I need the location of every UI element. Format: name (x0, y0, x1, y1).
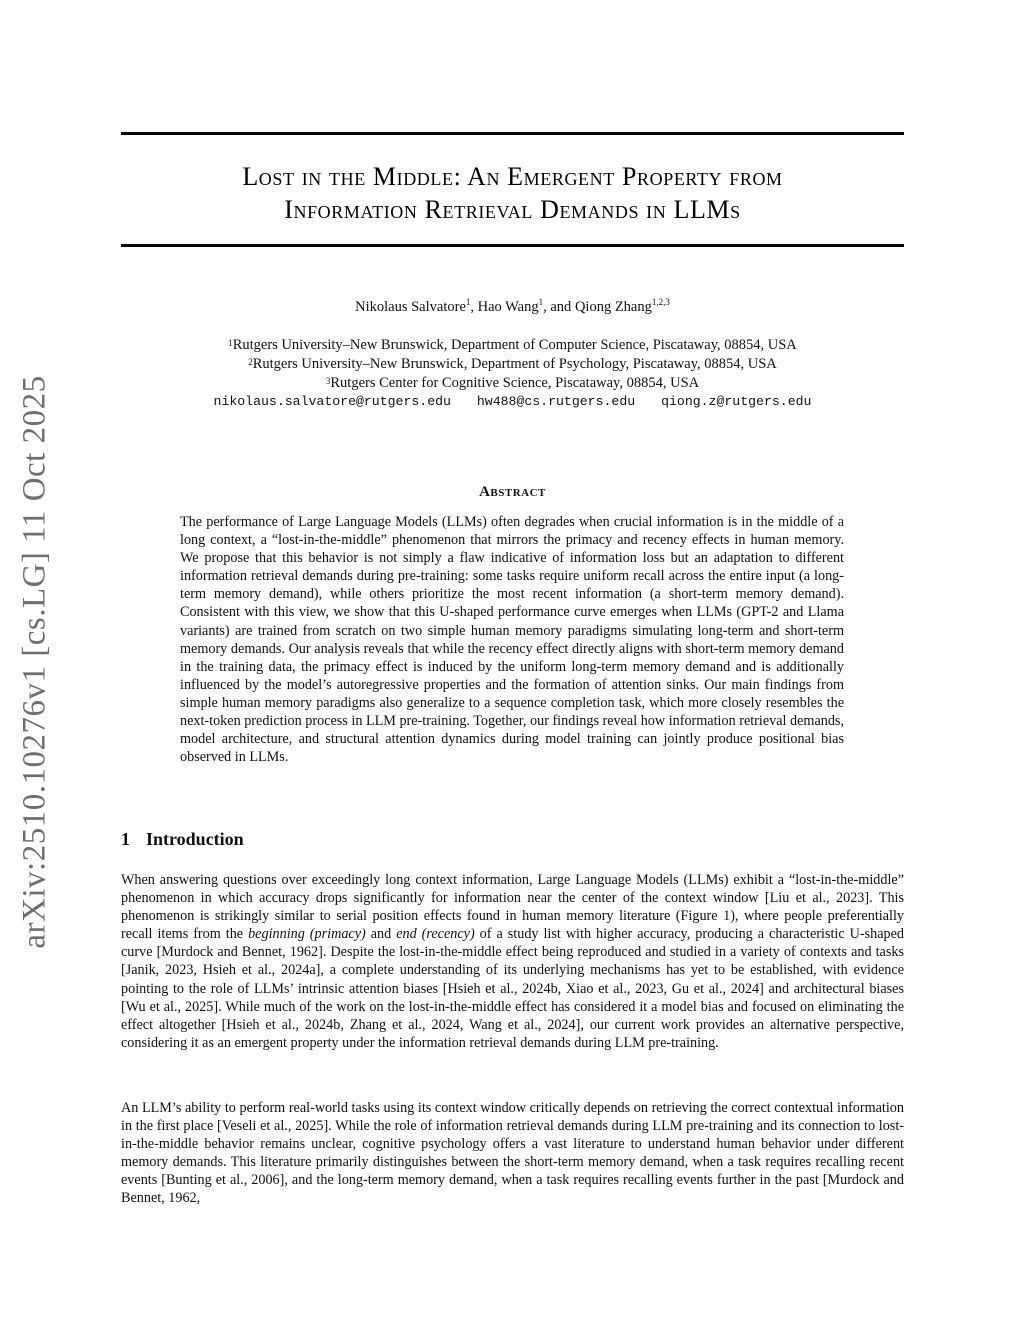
email-link[interactable]: nikolaus.salvatore@rutgers.edu (213, 394, 451, 409)
paragraph-text: and (365, 926, 397, 943)
author-separator: , and (543, 299, 575, 315)
affiliation-text: Rutgers University–New Brunswick, Department of Psychology, Piscataway, 08854, USA (252, 356, 777, 372)
author-affil-sup: 1,2,3 (651, 297, 670, 307)
affiliation-sup: 2 (248, 357, 253, 367)
title-rule-top (121, 132, 904, 135)
affiliation-list (121, 336, 904, 393)
arxiv-stamp (5, 372, 65, 952)
author-affil-sup: 1 (538, 297, 544, 307)
author-affil-sup: 1 (465, 297, 471, 307)
affiliation-sup: 3 (325, 376, 331, 386)
title-rule-bottom (121, 244, 904, 247)
paper-title (121, 160, 904, 226)
affiliation-item (121, 336, 904, 355)
author-name: Qiong Zhang (574, 299, 652, 315)
abstract-heading: Abstract (479, 484, 546, 500)
email-link[interactable]: qiong.z@rutgers.edu (661, 394, 812, 409)
email-link[interactable]: hw488@cs.rutgers.edu (476, 394, 636, 409)
paragraph-text: of a study list with higher accuracy, producing a characteristic U-shaped curve [Murdock and Bennet, 1962]. Despite the lost-in-the-middle effect being reproduced and studied in a variety of contexts and tasks [Janik, 2023, Hsieh et al., 2024a], a complete understanding of its underlying mechanisms has yet to be established, with evidence pointing to the role of LLMs’ intrinsic attention biases [Hsieh et al., 2024b, Xiao et al., 2023, Gu et al., 2024] and architectural biases [Wu et al., 2025]. While much of the work on the lost-in-the-middle effect has considered it a model bias and focused on eliminating the effect altogether [Hsieh et al., 2024b, Zhang et al., 2024, Wang et al., 2024], our current work provides an alternative perspective, considering it as an emergent property under the information retrieval demands during LLM pre-training. (121, 926, 904, 1051)
author-name: Hao Wang (477, 299, 539, 315)
affiliation-text: Rutgers Center for Cognitive Science, Piscataway, 08854, USA (330, 375, 700, 391)
abstract-body: The performance of Large Language Models (LLMs) often degrades when crucial information is in the middle of a long context, a “lost-in-the-middle” phenomenon that mirrors the primacy and recency effects in human memory. We propose that this behavior is not simply a flaw indicative of information loss but an adaptation to different information retrieval demands during pre-training: some tasks require uniform recall across the entire input (a long-term memory demand), while others prioritize the most recent information (a short-term memory demand). Consistent with this view, we show that this U-shaped performance curve emerges when LLMs (GPT-2 and Llama variants) are trained from scratch on two simple human memory paradigms simulating long-term and short-term memory demands. Our analysis reveals that while the recency effect directly aligns with short-term memory demand in the training data, the primacy effect is induced by the uniform long-term memory demand and is additionally influenced by the model’s autoregressive properties and the formation of attention sinks. Our main findings from simple human memory paradigms also generalize to a sequence completion task, which more closely resembles the next-token prediction process in LLM pre-training. Together, our findings reveal how information retrieval demands, model architecture, and structural attention dynamics during model training can jointly produce positional bias observed in LLMs. (180, 514, 845, 766)
title-line-2: Information Retrieval Demands in LLMs (284, 195, 741, 224)
paragraph-text: When answering questions over exceedingly long context information, Large Language Models (LLMs) exhibit a “lost-in-the-middle” phenomenon in which accuracy drops significantly for information near the center of the context window [Liu et al., 2023]. This phenomenon is strikingly similar to serial position effects found in human memory literature (Figure 1), where people preferentially recall items from the (121, 872, 904, 943)
author-list (121, 299, 904, 316)
section-title: Introduction (146, 829, 244, 849)
affiliation-item (121, 374, 904, 393)
intro-paragraph-1 (121, 871, 904, 1052)
emphasis-recency: end (recency) (396, 926, 475, 943)
email-list (121, 394, 904, 409)
section-number: 1 (121, 829, 130, 849)
author-separator: , (470, 299, 478, 315)
emphasis-primacy: beginning (primacy) (248, 926, 366, 943)
affiliation-sup: 1 (228, 338, 233, 348)
intro-paragraph-2: An LLM’s ability to perform real-world tasks using its context window critically depends on retrieving the correct contextual information in the first place [Veseli et al., 2025]. While the role of information retrieval demands during LLM pre-training and its connection to lost-in-the-middle behavior remains unclear, cognitive psychology offers a vast literature to understand human behavior under different memory demands. This literature primarily distinguishes between the short-term memory demand, when a task requires recalling recent events [Bunting et al., 2006], and the long-term memory demand, when a task requires recalling events further in the past [Murdock and Bennet, 1962, (121, 1100, 904, 1207)
author-name: Nikolaus Salvatore (355, 299, 466, 315)
affiliation-text: Rutgers University–New Brunswick, Department of Computer Science, Piscataway, 08854, USA (232, 337, 797, 353)
affiliation-item (121, 355, 904, 374)
section-heading-introduction (121, 829, 244, 850)
title-line-1: Lost in the Middle: An Emergent Property from (242, 162, 783, 191)
arxiv-id: arXiv:2510.10276v1 [cs.LG] 11 Oct 2025 (16, 375, 53, 949)
